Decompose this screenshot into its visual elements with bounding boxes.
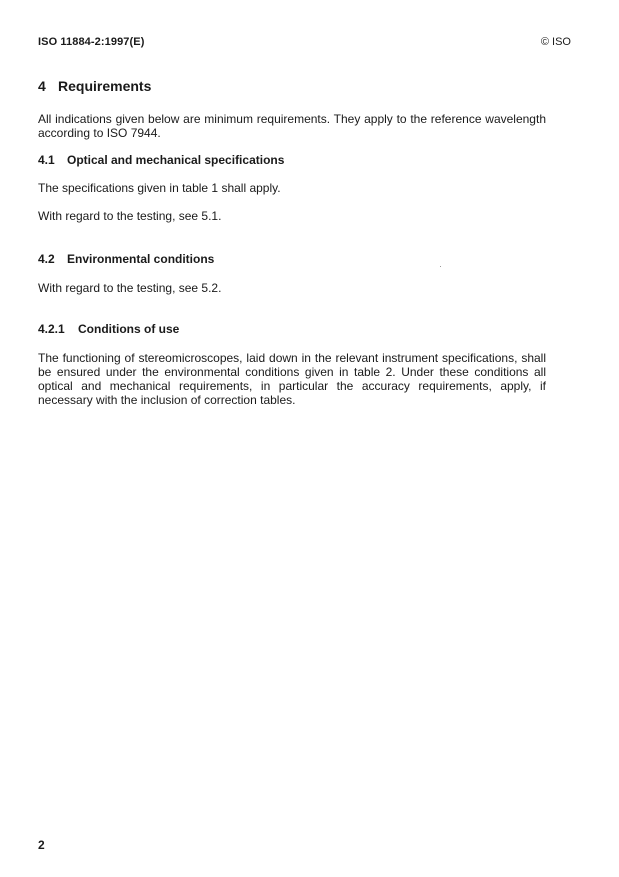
- copyright-notice: © ISO: [540, 36, 571, 48]
- section-4-2-title: Environmental conditions: [67, 252, 215, 266]
- section-4-2-1-number: 4.2.1: [38, 322, 65, 336]
- section-4-2-1-body: The functioning of stereomicroscopes, laid down in the relevant instrument specifications, shall be ensured under the environmental conditions given in table 2. Under these conditions all optical and mechanical requirements, in particular the accuracy requirements, apply, if necessary with the inclusion of correction tables.: [38, 351, 546, 407]
- section-4-body: All indications given below are minimum requirements. They apply to the reference wavelength according to ISO 7944.: [38, 112, 546, 140]
- section-4-heading: [38, 78, 151, 94]
- section-4-2-number: 4.2: [38, 252, 55, 266]
- section-4-1-paragraph-1: The specifications given in table 1 shall apply.: [38, 181, 281, 195]
- section-4-2-paragraph-1: With regard to the testing, see 5.2.: [38, 281, 222, 295]
- scan-speck: [440, 266, 441, 267]
- section-4-2-1-title: Conditions of use: [78, 322, 180, 336]
- section-4-2-1-heading: [38, 322, 179, 336]
- document-identifier: ISO 11884-2:1997(E): [38, 36, 145, 48]
- section-4-title: Requirements: [58, 78, 152, 94]
- section-4-1-number: 4.1: [38, 153, 55, 167]
- section-4-1-paragraph-2: With regard to the testing, see 5.1.: [38, 209, 222, 223]
- section-4-2-heading: [38, 252, 214, 266]
- section-4-1-heading: [38, 153, 284, 167]
- page-header: [38, 36, 571, 50]
- section-4-number: 4: [38, 78, 46, 94]
- page-number: 2: [38, 838, 45, 852]
- section-4-1-title: Optical and mechanical specifications: [67, 153, 285, 167]
